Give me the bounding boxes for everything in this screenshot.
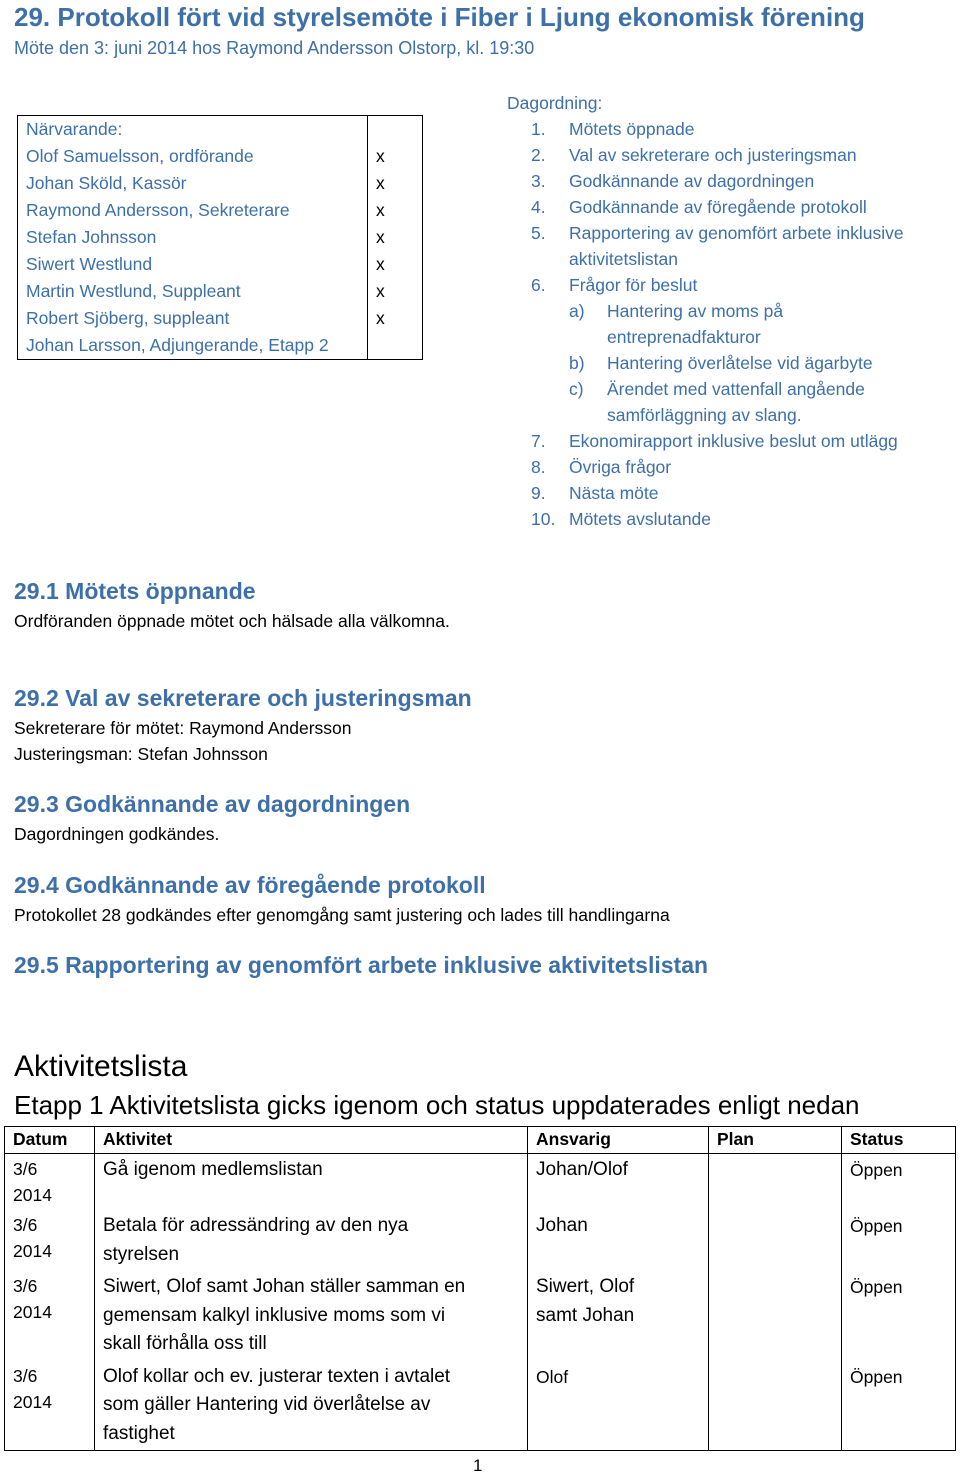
cell-plan [709,1361,842,1451]
agenda-num: 3. [531,171,546,191]
agenda-item: Nästa möte [569,483,659,503]
cell-ansvarig: Johan [528,1210,709,1271]
attendee-mark [368,332,423,360]
agenda-num: 9. [531,483,546,503]
cell-date: 3/6 2014 [5,1271,95,1361]
agenda-sub-item: Hantering av moms på [607,301,784,321]
agenda-sub-item: Hantering överlåtelse vid ägarbyte [607,353,873,373]
agenda-num: 4. [531,197,546,217]
agenda-num: 6. [531,275,546,295]
agenda-item: Frågor för beslut [569,275,698,295]
agenda-num: 7. [531,431,546,451]
col-header-status: Status [842,1127,956,1154]
agenda-num: 2. [531,145,546,165]
attendee-mark: x [368,143,423,170]
agenda-item: Ekonomirapport inklusive beslut om utlägg [569,431,898,451]
attendee-mark: x [368,197,423,224]
agenda-item: Rapportering av genomfört arbete inklusive [569,223,904,243]
agenda-sub-item: Ärendet med vattenfall angående [607,379,865,399]
agenda-heading: Dagordning: [507,93,603,113]
cell-aktivitet: Siwert, Olof samt Johan ställer samman en gemensam kalkyl inklusive moms som vi skall förhålla oss till [95,1271,528,1361]
attendee-name: Olof Samuelsson, ordförande [18,143,368,170]
activity-subheading: Etapp 1 Aktivitetslista gicks igenom och status uppdaterades enligt nedan [14,1090,860,1120]
agenda-num: 8. [531,457,546,477]
table-row [5,1361,956,1451]
attendee-mark: x [368,224,423,251]
section-heading: 29.2 Val av sekreterare och justeringsman [14,685,472,711]
agenda-item: Godkännande av föregående protokoll [569,197,867,217]
table-row [5,1154,956,1211]
section-text: Ordföranden öppnade mötet och hälsade alla välkomna. [14,611,450,631]
agenda-num: 1. [531,119,546,139]
meeting-info: Möte den 3: juni 2014 hos Raymond Andersson Olstorp, kl. 19:30 [14,38,535,58]
cell-status: Öppen [842,1271,956,1361]
attendee-mark: x [368,305,423,332]
cell-date: 3/6 2014 [5,1210,95,1271]
cell-aktivitet: Gå igenom medlemslistan [95,1154,528,1211]
agenda-sub-label: b) [569,353,585,373]
cell-plan [709,1271,842,1361]
table-row [5,1271,956,1361]
col-header-datum: Datum [5,1127,95,1154]
col-header-aktivitet: Aktivitet [95,1127,528,1154]
agenda-item: Mötets avslutande [569,509,712,529]
cell-status: Öppen [842,1210,956,1271]
attendee-mark: x [368,170,423,197]
cell-status: Öppen [842,1361,956,1451]
section-text: Dagordningen godkändes. [14,824,220,844]
page-title: 29. Protokoll fört vid styrelsemöte i Fiber i Ljung ekonomisk förening [14,2,865,32]
cell-ansvarig: Siwert, Olof samt Johan [528,1271,709,1361]
cell-date: 3/6 2014 [5,1154,95,1211]
cell-aktivitet: Betala för adressändring av den nya styrelsen [95,1210,528,1271]
attendee-mark: x [368,278,423,305]
attendee-name: Martin Westlund, Suppleant [18,278,368,305]
section-heading: 29.3 Godkännande av dagordningen [14,791,411,817]
agenda-num: 10. [531,509,556,529]
cell-plan [709,1154,842,1211]
section-text: Protokollet 28 godkändes efter genomgång samt justering och lades till handlingarna [14,905,670,925]
attendee-name: Raymond Andersson, Sekreterare [18,197,368,224]
agenda-num: 5. [531,223,546,243]
cell-plan [709,1210,842,1271]
attendee-name: Siwert Westlund [18,251,368,278]
agenda-item-cont: aktivitetslistan [569,249,678,269]
attendance-table [17,115,423,360]
cell-aktivitet: Olof kollar och ev. justerar texten i avtalet som gäller Hantering vid överlåtelse av fastighet [95,1361,528,1451]
activity-table [4,1126,956,1451]
col-header-plan: Plan [709,1127,842,1154]
table-row [5,1210,956,1271]
agenda-sub-label: a) [569,301,585,321]
agenda-item: Val av sekreterare och justeringsman [569,145,857,165]
agenda-sub-item-cont: samförläggning av slang. [607,405,802,425]
cell-ansvarig: Olof [528,1361,709,1451]
activity-heading: Aktivitetslista [14,1050,188,1083]
attendee-name: Johan Sköld, Kassör [18,170,368,197]
attendance-heading: Närvarande: [18,116,368,144]
agenda-sub-item-cont: entreprenadfakturor [607,327,761,347]
section-text: Justeringsman: Stefan Johnsson [14,744,268,764]
attendee-name: Johan Larsson, Adjungerande, Etapp 2 [18,332,368,360]
col-header-ansvarig: Ansvarig [528,1127,709,1154]
section-text: Sekreterare för mötet: Raymond Andersson [14,718,352,738]
cell-date: 3/6 2014 [5,1361,95,1451]
cell-status: Öppen [842,1154,956,1211]
cell-ansvarig: Johan/Olof [528,1154,709,1211]
page-number: 1 [473,1456,483,1475]
agenda-item: Godkännande av dagordningen [569,171,815,191]
attendee-mark: x [368,251,423,278]
agenda-sub-label: c) [569,379,584,399]
section-heading: 29.1 Mötets öppnande [14,578,256,604]
agenda-item: Mötets öppnade [569,119,695,139]
attendee-name: Robert Sjöberg, suppleant [18,305,368,332]
agenda-item: Övriga frågor [569,457,672,477]
section-heading: 29.5 Rapportering av genomfört arbete inklusive aktivitetslistan [14,952,709,978]
section-heading: 29.4 Godkännande av föregående protokoll [14,872,486,898]
attendee-name: Stefan Johnsson [18,224,368,251]
